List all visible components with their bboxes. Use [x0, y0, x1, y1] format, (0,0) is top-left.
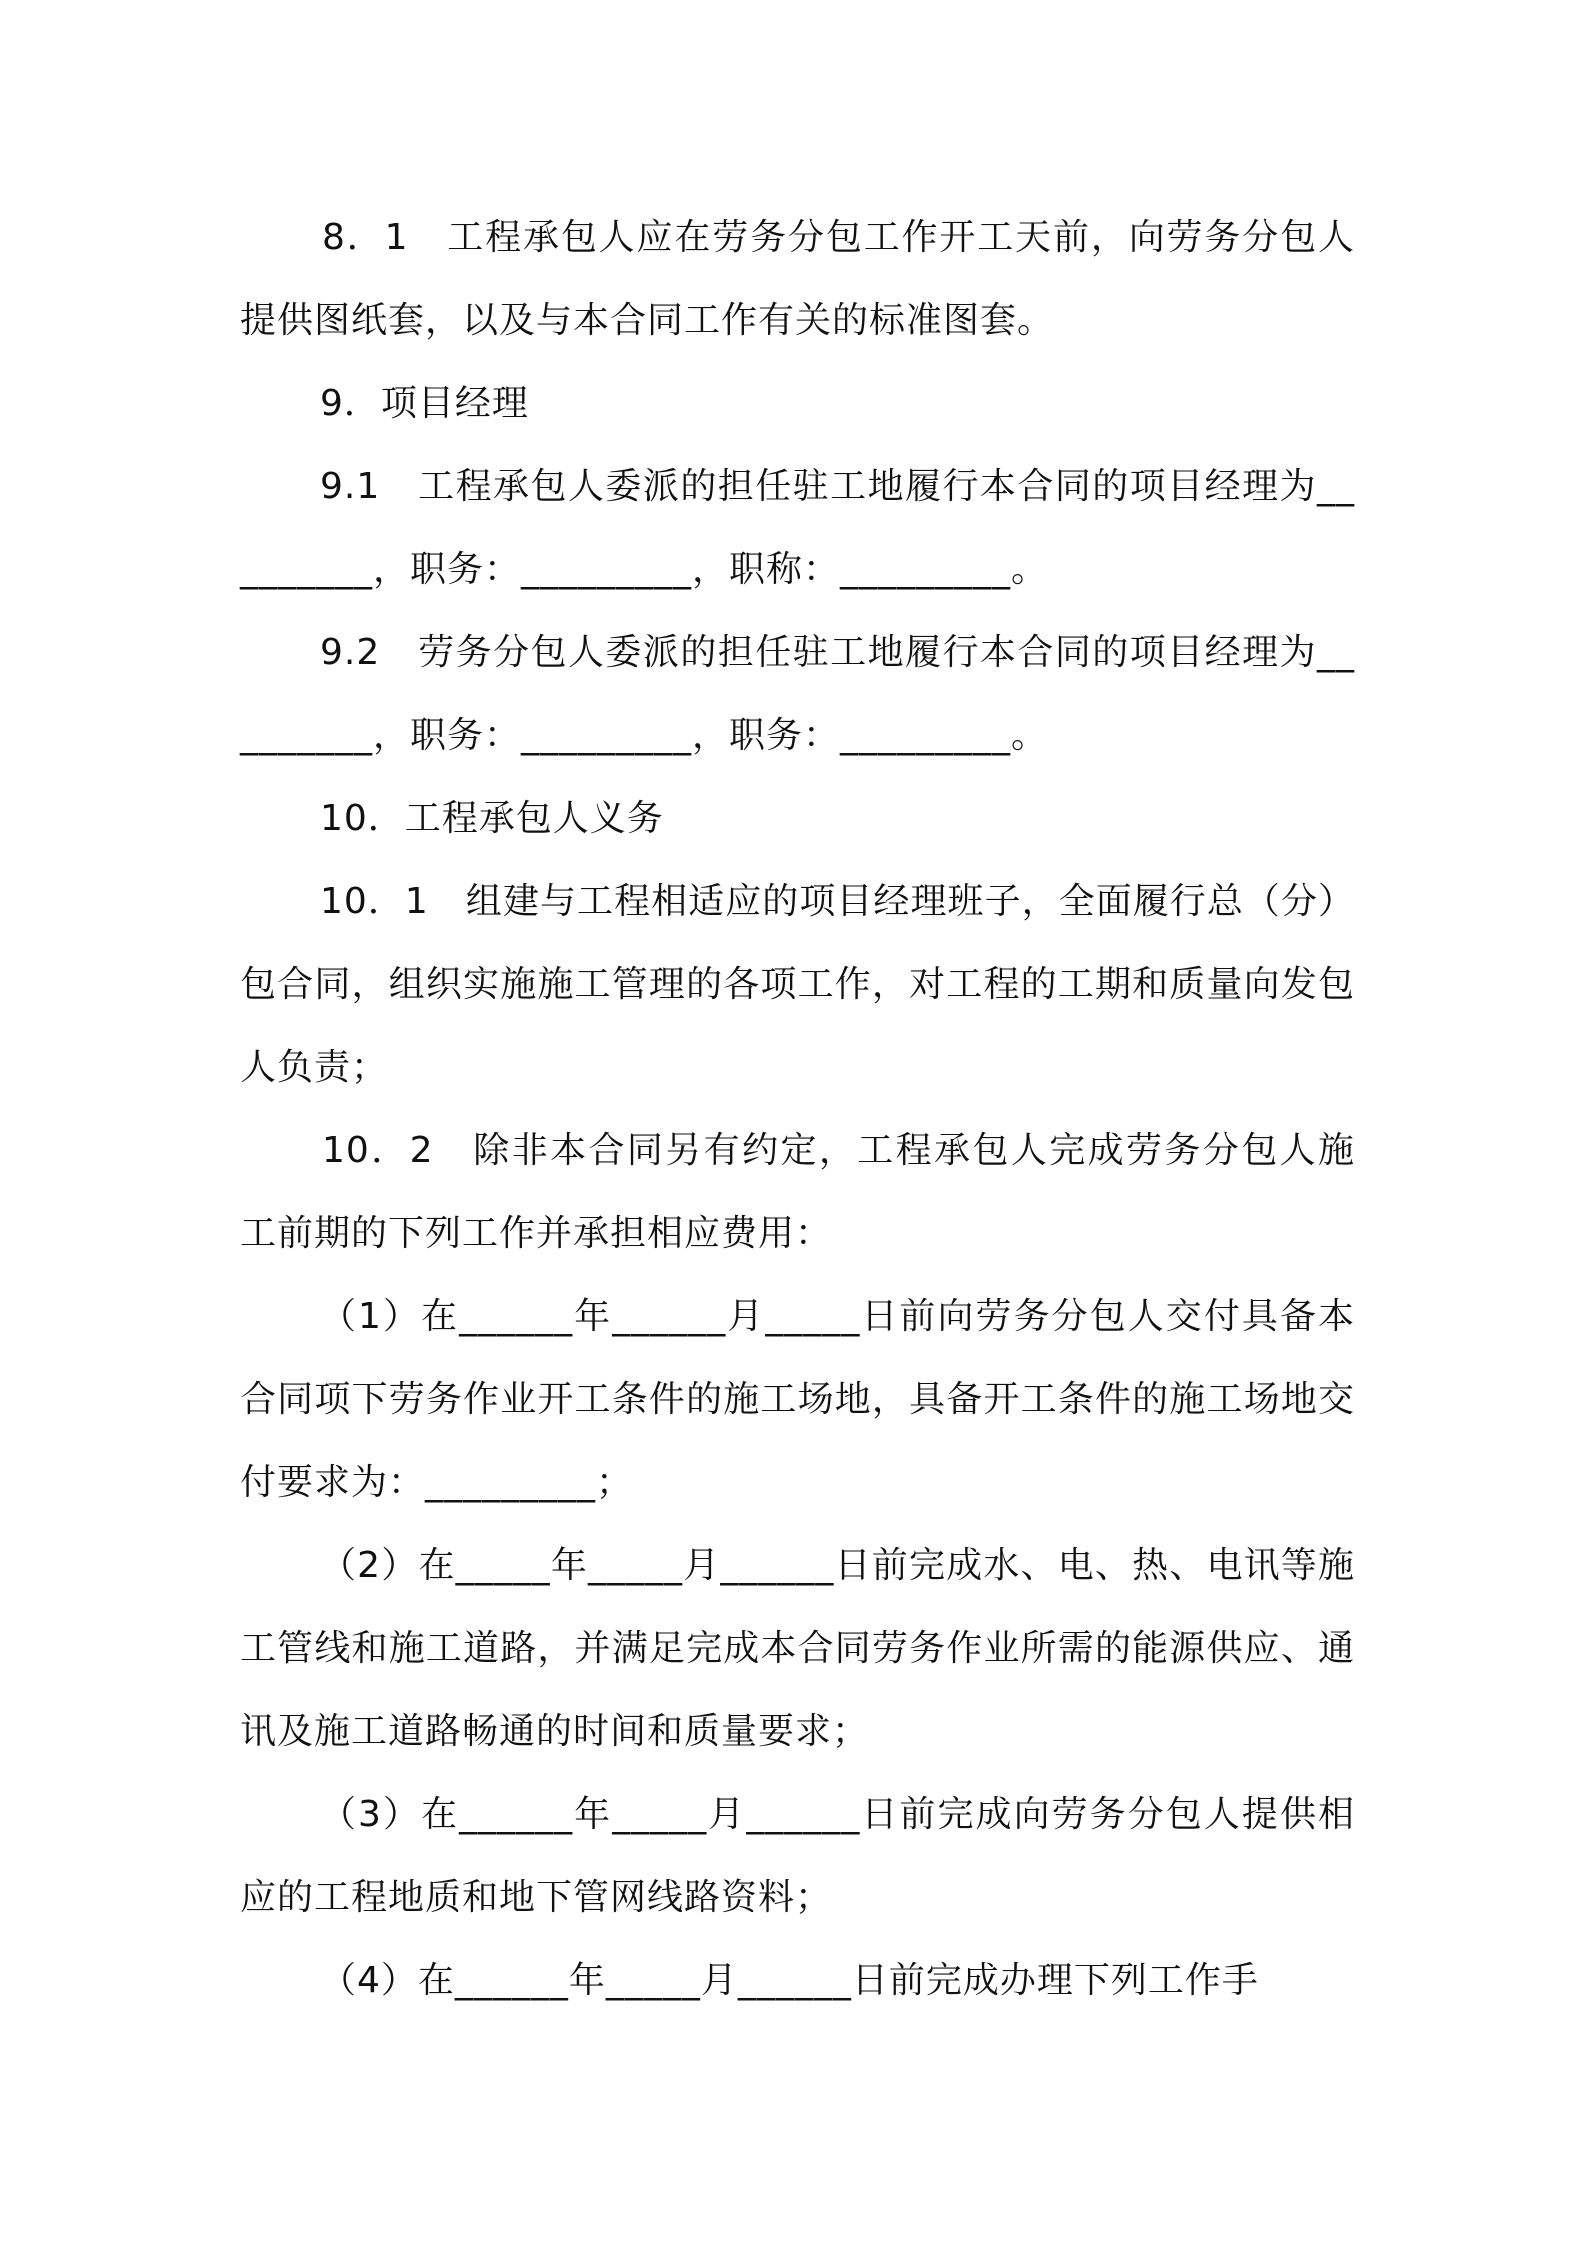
item-1: （1）在______年______月_____日前向劳务分包人交付具备本合同项下劳务作业开工条件的施工场地，具备开工条件的施工场地交付要求为：_________；	[240, 1296, 1355, 1503]
heading-9-project-manager: 9．项目经理	[320, 383, 529, 424]
clause-9-2: 9.2 劳务分包人委派的担任驻工地履行本合同的项目经理为_________，职务：_________，职务：_________。	[240, 632, 1355, 756]
clause-9-1: 9.1 工程承包人委派的担任驻工地履行本合同的项目经理为_________，职务：_________，职称：_________。	[240, 466, 1355, 590]
clause-8-1: 8．1 工程承包人应在劳务分包工作开工天前，向劳务分包人提供图纸套，以及与本合同工作有关的标准图套。	[240, 217, 1355, 341]
item-4: （4）在______年_____月______日前完成办理下列工作手	[320, 1960, 1259, 2001]
document-page	[240, 196, 1355, 2022]
item-2: （2）在_____年_____月______日前完成水、电、热、电讯等施工管线和施工道路，并满足完成本合同劳务作业所需的能源供应、通讯及施工道路畅通的时间和质量要求；	[240, 1545, 1355, 1752]
clause-10-2: 10．2 除非本合同另有约定，工程承包人完成劳务分包人施工前期的下列工作并承担相应费用：	[240, 1130, 1355, 1254]
item-3: （3）在______年_____月______日前完成向劳务分包人提供相应的工程地质和地下管网线路资料；	[240, 1794, 1355, 1918]
clause-10-1: 10．1 组建与工程相适应的项目经理班子，全面履行总（分）包合同，组织实施施工管理的各项工作，对工程的工期和质量向发包人负责；	[240, 881, 1355, 1088]
heading-10-contractor-obligations: 10．工程承包人义务	[320, 798, 664, 839]
